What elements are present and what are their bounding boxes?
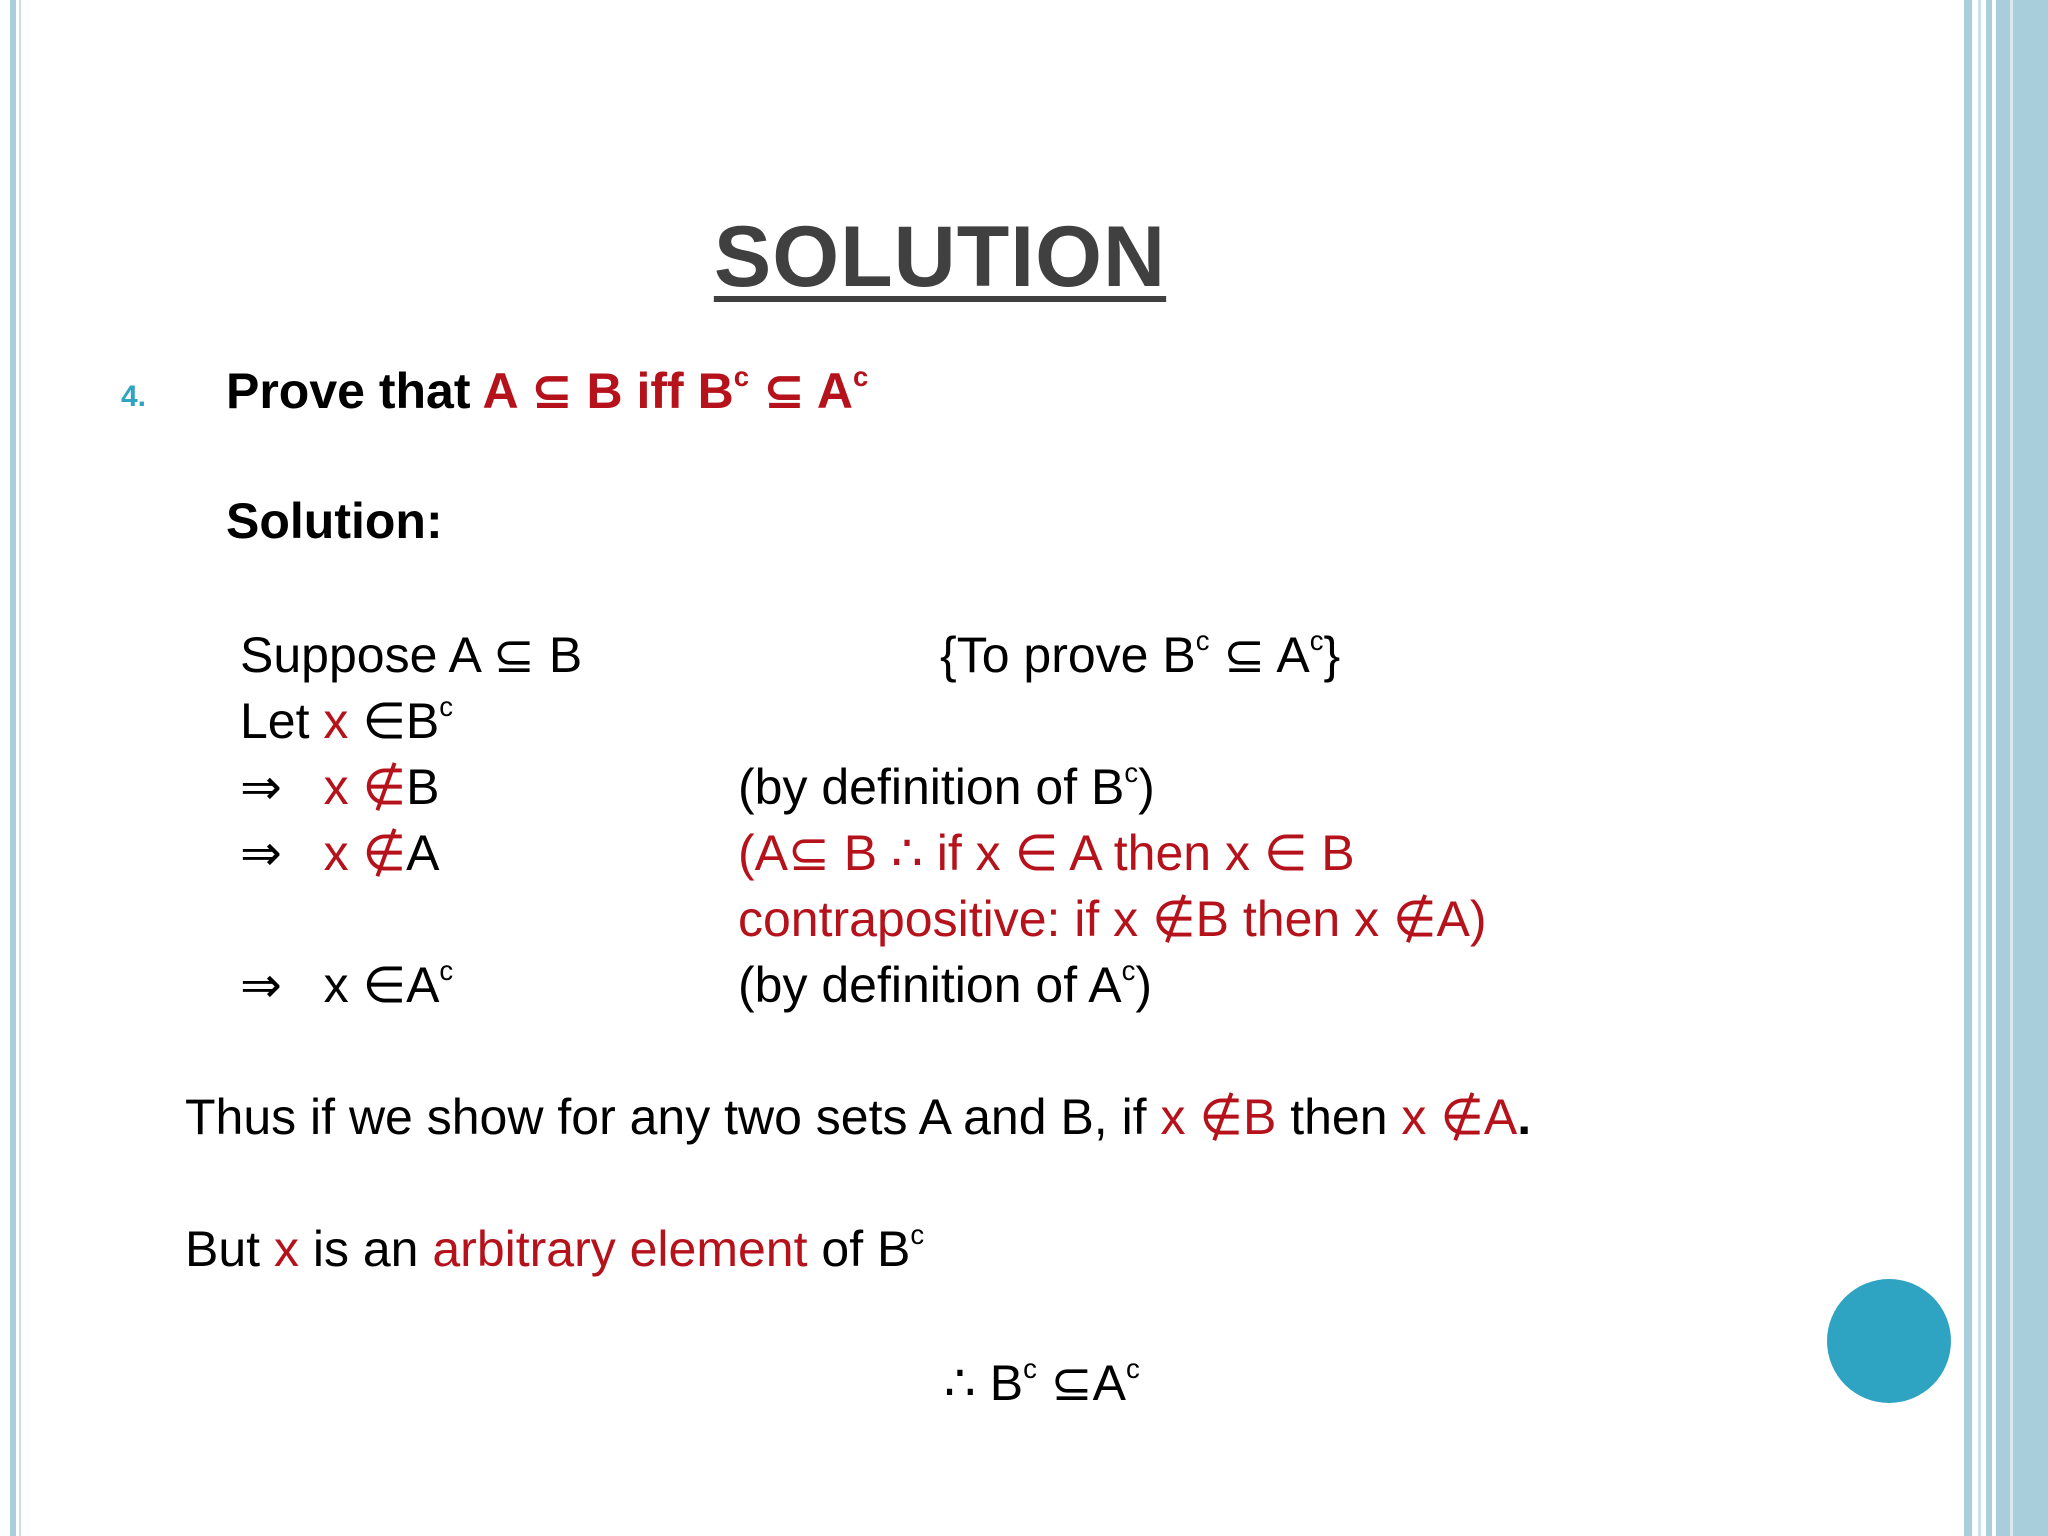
- proof-to-prove: {To prove $B^c$ ⊆ $A^c$}: [940, 625, 1341, 683]
- problem-statement: Prove that A ⊆ B iff $B^c$ ⊆ $A^c$: [226, 361, 869, 419]
- proof-step-2: ⇒ x ∉A: [240, 825, 440, 881]
- right-border-band: [1964, 0, 2048, 1536]
- decorative-circle: [1827, 1279, 1951, 1403]
- slide-title: SOLUTION: [713, 209, 1167, 305]
- proof-step-3: ⇒ x $\in A^c$: [240, 955, 454, 1013]
- thus-statement: Thus if we show for any two sets A and B, if x ∉B then x ∉A.: [185, 1089, 1532, 1145]
- proof-step-1: ⇒ x ∉B: [240, 759, 440, 815]
- proof-suppose: Suppose A ⊆ B: [240, 627, 583, 683]
- proof-step-2-reason: (A⊆ B ∴ if x ∈ A then x ∈ B: [738, 825, 1355, 881]
- proof-step-3-reason: (by definition of $A^c$): [738, 955, 1152, 1013]
- solution-label: Solution:: [226, 493, 443, 549]
- proof-step-2-contrapositive: contrapositive: if x ∉B then x ∉A): [738, 891, 1487, 947]
- proof-step-1-reason: (by definition of $B^c$): [738, 757, 1155, 815]
- conclusion: ∴ $B^c$ $⊆A^c$: [944, 1353, 1140, 1411]
- arbitrary-element-statement: But x is an arbitrary element of $B^c$: [185, 1219, 925, 1277]
- proof-let: Let x $\in B^c$: [240, 691, 453, 749]
- item-number: 4.: [121, 380, 147, 413]
